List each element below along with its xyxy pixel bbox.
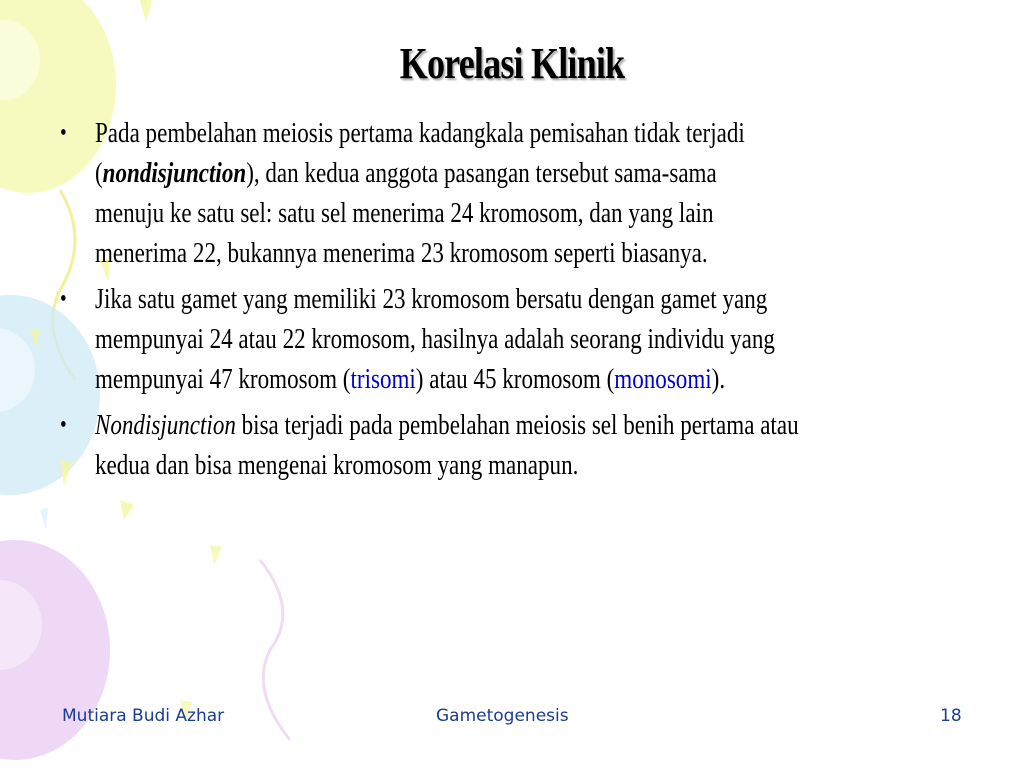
bullet-icon: •	[60, 412, 67, 438]
bullet-icon: •	[60, 286, 67, 312]
bullet-text	[95, 113, 954, 273]
text-line: kedua dan bisa mengenai kromosom yang manapun.	[94, 449, 579, 481]
bullet-item-gamet	[60, 279, 954, 399]
footer-topic: Gametogenesis	[436, 706, 569, 726]
text-line	[95, 153, 954, 193]
text-fragment: (	[94, 157, 103, 189]
bullet-list	[60, 113, 954, 491]
footer-author: Mutiara Budi Azhar	[62, 706, 225, 726]
text-line: menuju ke satu sel: satu sel menerima 24 kromosom, dan yang lain	[94, 197, 714, 229]
term-nondisjunction: nondisjunction	[102, 157, 247, 189]
confetti-shape	[120, 500, 134, 520]
confetti-shape	[40, 508, 48, 530]
text-line: menerima 22, bukannya menerima 23 kromosom seperti biasanya.	[94, 237, 708, 269]
bullet-text	[95, 405, 954, 485]
slide-title: Korelasi Klinik	[399, 39, 625, 88]
bullet-text	[95, 279, 954, 399]
confetti-shape	[210, 545, 222, 565]
text-fragment: ), dan kedua anggota pasangan tersebut sama-sama	[246, 157, 717, 189]
text-fragment: ) atau 45 kromosom (	[415, 363, 615, 395]
purple-balloon-string	[260, 560, 290, 740]
footer-page-number: 18	[940, 706, 962, 726]
text-fragment: ).	[711, 363, 726, 395]
term-nondisjunction-italic: Nondisjunction	[94, 409, 236, 441]
text-line: Jika satu gamet yang memiliki 23 kromosom bersatu dengan gamet yang	[94, 283, 768, 315]
bullet-item-meiosis	[60, 405, 954, 485]
text-fragment: mempunyai 47 kromosom (	[94, 363, 351, 395]
term-trisomi: trisomi	[350, 363, 416, 395]
text-line	[95, 359, 954, 399]
confetti-shape	[140, 0, 152, 22]
bullet-item-nondisjunction	[60, 113, 954, 273]
term-monosomi: monosomi	[614, 363, 712, 395]
text-line	[95, 405, 954, 445]
text-line: mempunyai 24 atau 22 kromosom, hasilnya adalah seorang individu yang	[94, 323, 775, 355]
bullet-icon: •	[60, 120, 67, 146]
text-fragment: bisa terjadi pada pembelahan meiosis sel benih pertama atau	[235, 409, 799, 441]
text-line: Pada pembelahan meiosis pertama kadangkala pemisahan tidak terjadi	[94, 117, 745, 149]
